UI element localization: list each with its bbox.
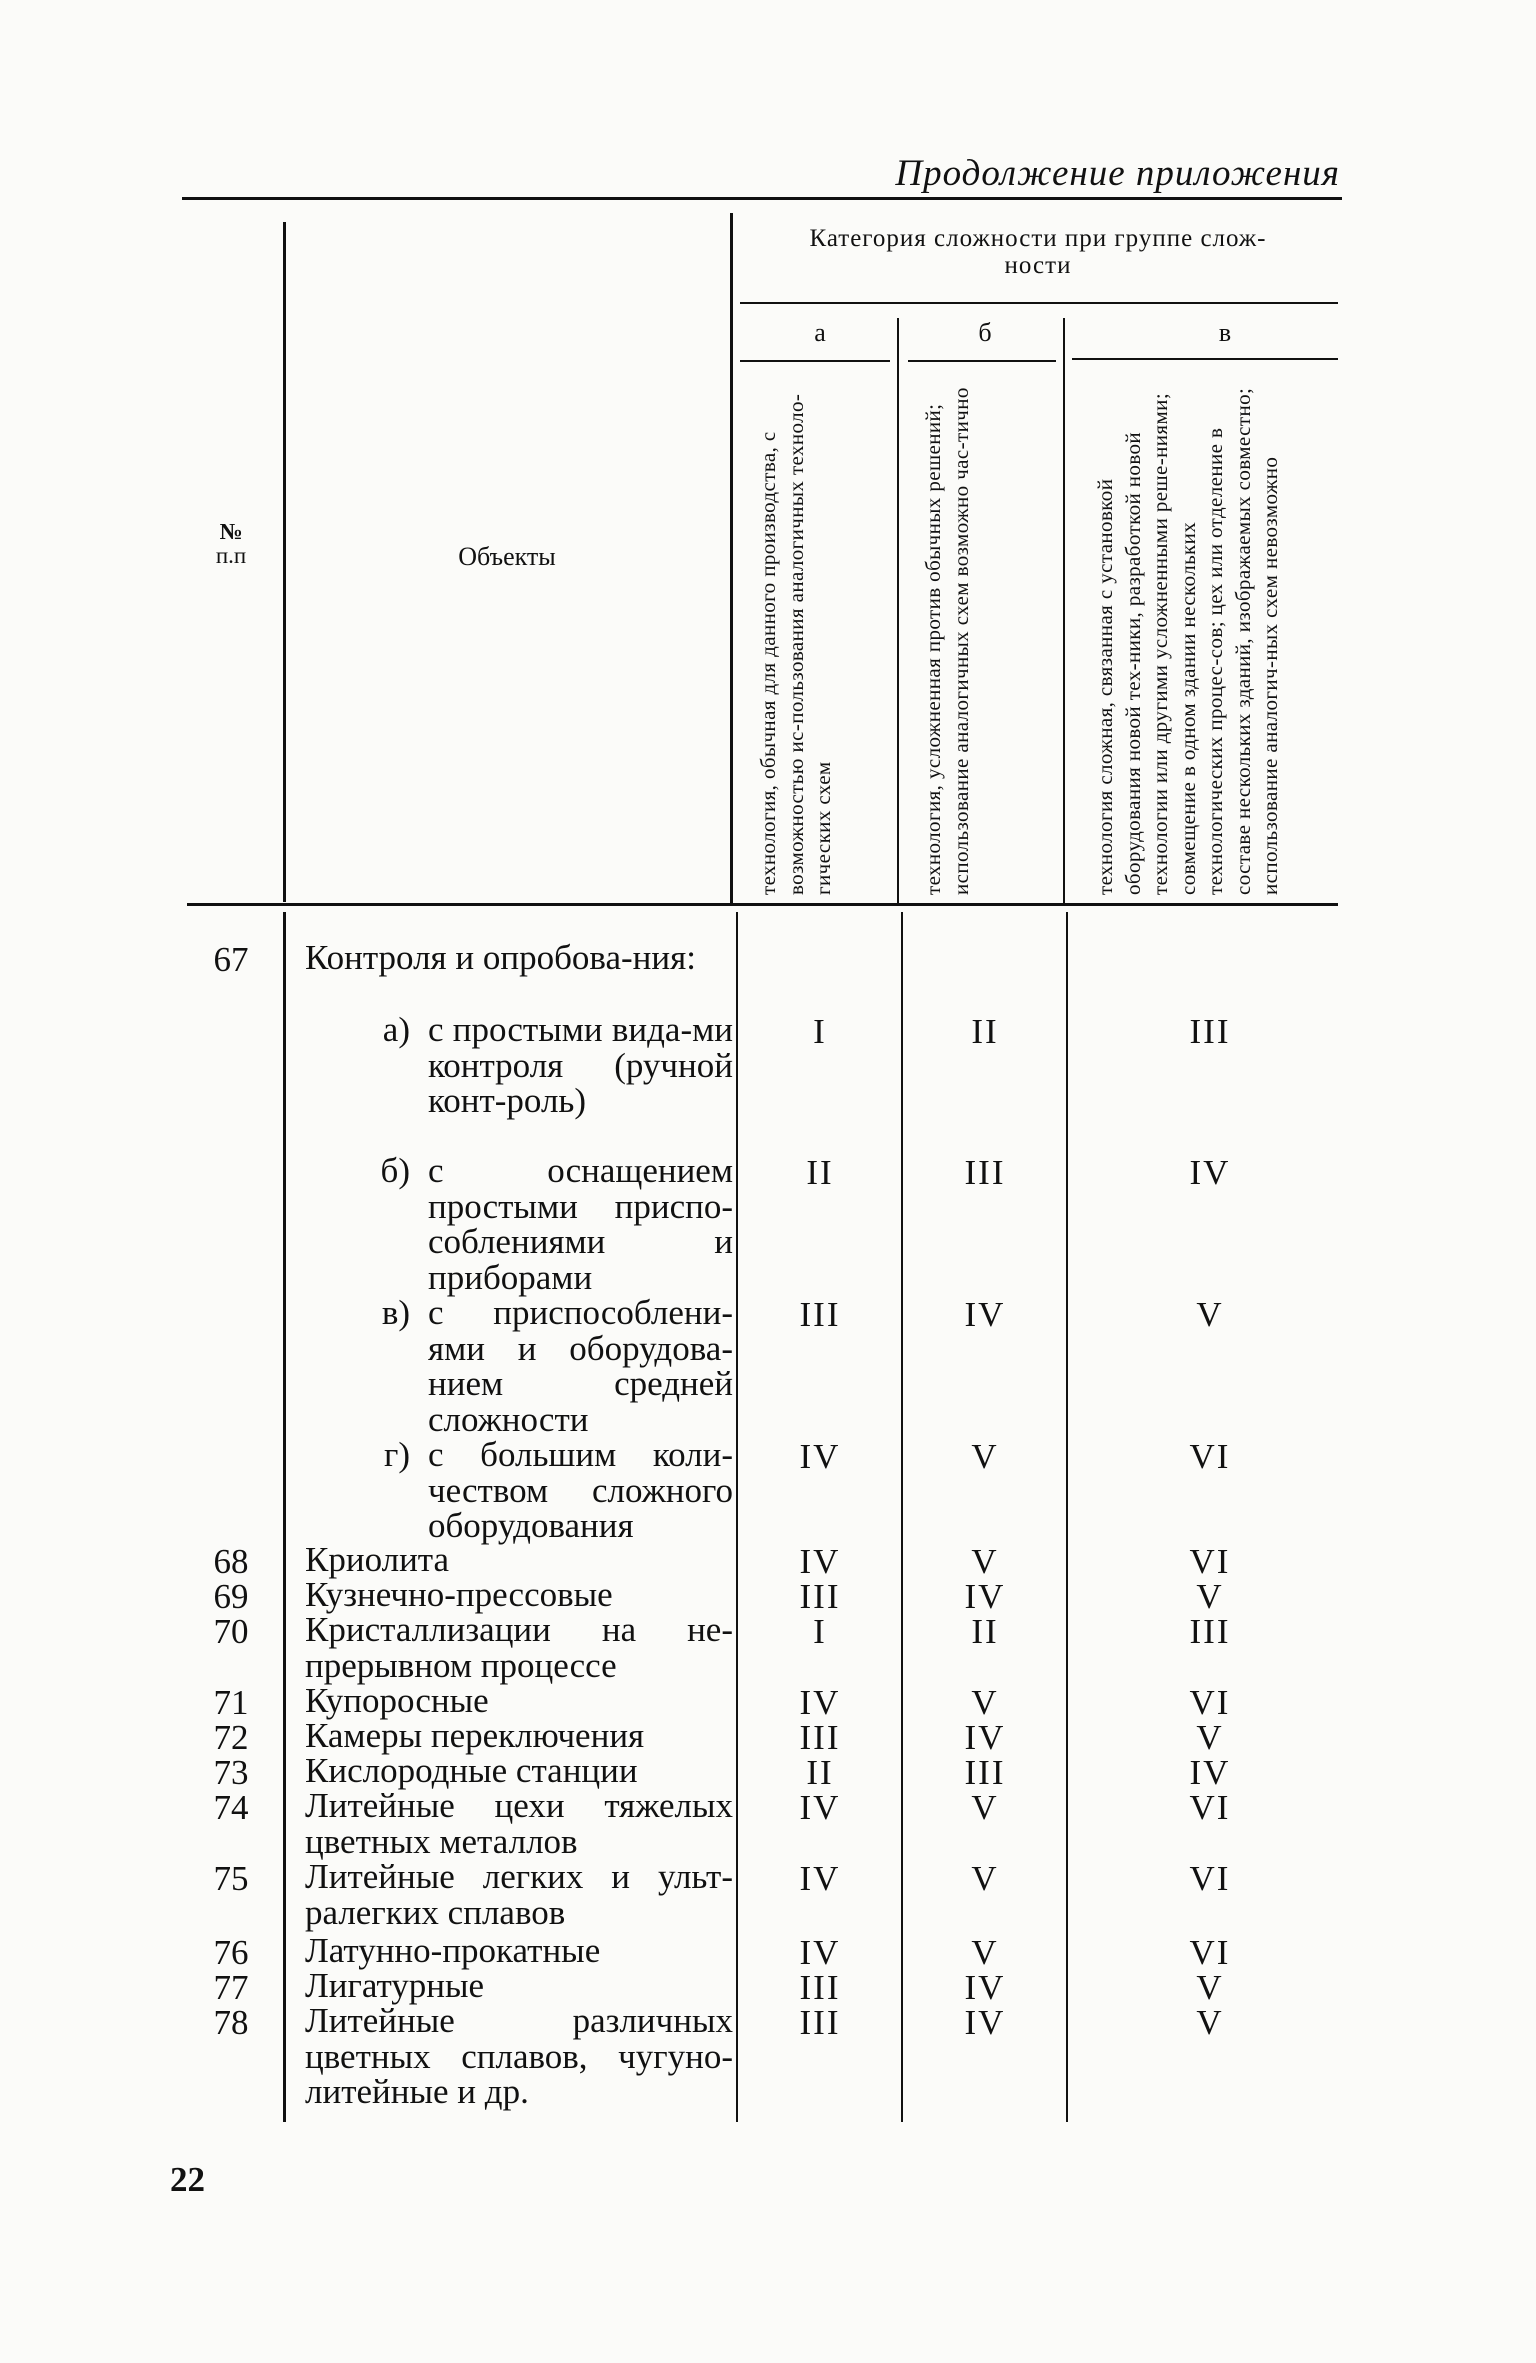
divider-ab-top bbox=[897, 318, 899, 903]
category-b-value: II bbox=[971, 1612, 999, 1651]
category-a-value: II bbox=[806, 1153, 834, 1192]
category-c-value: VI bbox=[1189, 1542, 1231, 1581]
divider-bc-top bbox=[1063, 318, 1065, 903]
row-number: 74 bbox=[213, 1788, 249, 1827]
group-description-b: технология, усложненная против обычных решений; использование аналогичных схем возможно час-тично bbox=[921, 387, 973, 895]
category-c-value: V bbox=[1196, 1295, 1224, 1334]
object-name: Литейные легких и ульт-ралегких сплавов bbox=[305, 1857, 733, 1932]
sub-item-text: с приспособлени-ями и оборудова-нием средней сложности bbox=[428, 1293, 733, 1439]
row-number: 75 bbox=[213, 1859, 249, 1898]
row-number: 72 bbox=[213, 1718, 249, 1757]
category-a-value: IV bbox=[799, 1542, 841, 1581]
letter-rule-b bbox=[908, 360, 1056, 362]
row-number: 67 bbox=[213, 940, 249, 979]
group-letter-c: в bbox=[1218, 318, 1232, 347]
category-c-value: III bbox=[1189, 1012, 1231, 1051]
sub-item bbox=[358, 1012, 733, 1119]
category-b-value: V bbox=[971, 1542, 999, 1581]
category-a-value: I bbox=[813, 1612, 827, 1651]
category-a-value: I bbox=[813, 1012, 827, 1051]
body-divider-objects bbox=[736, 912, 738, 2122]
row-number: 69 bbox=[213, 1577, 249, 1616]
category-a-value: III bbox=[799, 2003, 841, 2042]
row-number: 68 bbox=[213, 1542, 249, 1581]
body-divider-ab bbox=[901, 912, 903, 2122]
category-c-value: VI bbox=[1189, 1933, 1231, 1972]
category-b-value: V bbox=[971, 1788, 999, 1827]
category-b-value: V bbox=[971, 1437, 999, 1476]
number-abbrev: п.п bbox=[215, 543, 247, 568]
category-c-value: V bbox=[1196, 1577, 1224, 1616]
category-b-value: V bbox=[971, 1933, 999, 1972]
body-divider-num bbox=[283, 912, 286, 2122]
category-b-value: IV bbox=[964, 1577, 1006, 1616]
category-a-value: IV bbox=[799, 1788, 841, 1827]
column-header-objects: Объекты bbox=[458, 542, 556, 571]
category-b-value: V bbox=[971, 1683, 999, 1722]
category-b-value: II bbox=[971, 1012, 999, 1051]
sub-item-label: г) bbox=[383, 1435, 410, 1474]
category-a-value: IV bbox=[799, 1933, 841, 1972]
category-header: Категория сложности при группе слож- ности bbox=[809, 225, 1267, 279]
column-header-number bbox=[185, 520, 277, 568]
category-a-value: II bbox=[806, 1753, 834, 1792]
letter-rule-a bbox=[740, 360, 890, 362]
group-description-c: технология сложная, связанная с установкой оборудования новой тех-ники, разработкой новой технологии или другими усложненными реше-ниями; совмещение в одном здании нескольких технологических процес-сов; цех или отделение в составе нескольких зданий, изображаемых совместно; использование аналогич-ных схем невозможно bbox=[1093, 387, 1282, 895]
category-b-value: V bbox=[971, 1859, 999, 1898]
header-rule bbox=[182, 197, 1342, 200]
category-c-value: VI bbox=[1189, 1683, 1231, 1722]
category-c-value: V bbox=[1196, 1968, 1224, 2007]
page-number: 22 bbox=[170, 2160, 205, 2199]
table-header-bottom-rule bbox=[187, 903, 1338, 906]
object-name: Кузнечно-прессовые bbox=[305, 1575, 613, 1614]
divider-objects bbox=[730, 213, 733, 903]
object-name: Литейные цехи тяжелых цветных металлов bbox=[305, 1786, 733, 1861]
object-name: Контроля и опробова-ния: bbox=[305, 938, 696, 977]
sub-item bbox=[358, 1153, 733, 1295]
object-name: Литейные различных цветных сплавов, чугуно-литейные и др. bbox=[305, 2001, 733, 2111]
group-description-a: технология, обычная для данного производства, с возможностью ис-пользования аналогичных техноло-гических схем bbox=[756, 393, 835, 895]
row-number: 76 bbox=[213, 1933, 249, 1972]
page-header: Продолжение приложения bbox=[895, 153, 1340, 194]
category-a-value: IV bbox=[799, 1437, 841, 1476]
object-name: Лигатурные bbox=[305, 1966, 485, 2005]
row-number: 77 bbox=[213, 1968, 249, 2007]
row-number: 70 bbox=[213, 1612, 249, 1651]
sub-item bbox=[358, 1437, 733, 1544]
sub-item-text: с простыми вида-ми контроля (ручной конт-роль) bbox=[428, 1010, 733, 1120]
number-sign: № bbox=[219, 519, 243, 544]
object-name: Кислородные станции bbox=[305, 1751, 638, 1790]
divider-num bbox=[283, 222, 286, 902]
category-b-value: IV bbox=[964, 1718, 1006, 1757]
category-b-value: III bbox=[964, 1753, 1006, 1792]
group-letter-a: а bbox=[814, 318, 826, 347]
category-c-value: IV bbox=[1189, 1753, 1231, 1792]
row-number: 78 bbox=[213, 2003, 249, 2042]
category-a-value: III bbox=[799, 1968, 841, 2007]
sub-item-label: б) bbox=[380, 1151, 410, 1190]
sub-item-text: с оснащением простыми приспо-соблениями и приборами bbox=[428, 1151, 733, 1297]
sub-item-label: а) bbox=[382, 1010, 410, 1049]
row-number: 71 bbox=[213, 1683, 249, 1722]
category-b-value: III bbox=[964, 1153, 1006, 1192]
letter-rule-c bbox=[1072, 358, 1338, 360]
category-a-value: IV bbox=[799, 1859, 841, 1898]
category-a-value: III bbox=[799, 1295, 841, 1334]
category-a-value: IV bbox=[799, 1683, 841, 1722]
category-b-value: IV bbox=[964, 2003, 1006, 2042]
sub-item-text: с большим коли-чеством сложного оборудования bbox=[428, 1435, 733, 1545]
category-c-value: V bbox=[1196, 2003, 1224, 2042]
object-name: Кристаллизации на не-прерывном процессе bbox=[305, 1610, 733, 1685]
category-a-value: III bbox=[799, 1718, 841, 1757]
object-name: Купоросные bbox=[305, 1681, 489, 1720]
category-rule bbox=[740, 302, 1338, 304]
category-b-value: IV bbox=[964, 1295, 1006, 1334]
object-name: Криолита bbox=[305, 1540, 450, 1579]
group-letter-b: б bbox=[978, 318, 992, 347]
category-c-value: VI bbox=[1189, 1859, 1231, 1898]
sub-item bbox=[358, 1295, 733, 1437]
category-b-value: IV bbox=[964, 1968, 1006, 2007]
row-number: 73 bbox=[213, 1753, 249, 1792]
category-a-value: III bbox=[799, 1577, 841, 1616]
category-c-value: V bbox=[1196, 1718, 1224, 1757]
sub-item-label: в) bbox=[381, 1293, 410, 1332]
body-divider-bc bbox=[1066, 912, 1068, 2122]
category-c-value: VI bbox=[1189, 1437, 1231, 1476]
category-c-value: VI bbox=[1189, 1788, 1231, 1827]
object-name: Латунно-прокатные bbox=[305, 1931, 601, 1970]
object-name: Камеры переключения bbox=[305, 1716, 645, 1755]
category-c-value: III bbox=[1189, 1612, 1231, 1651]
category-c-value: IV bbox=[1189, 1153, 1231, 1192]
